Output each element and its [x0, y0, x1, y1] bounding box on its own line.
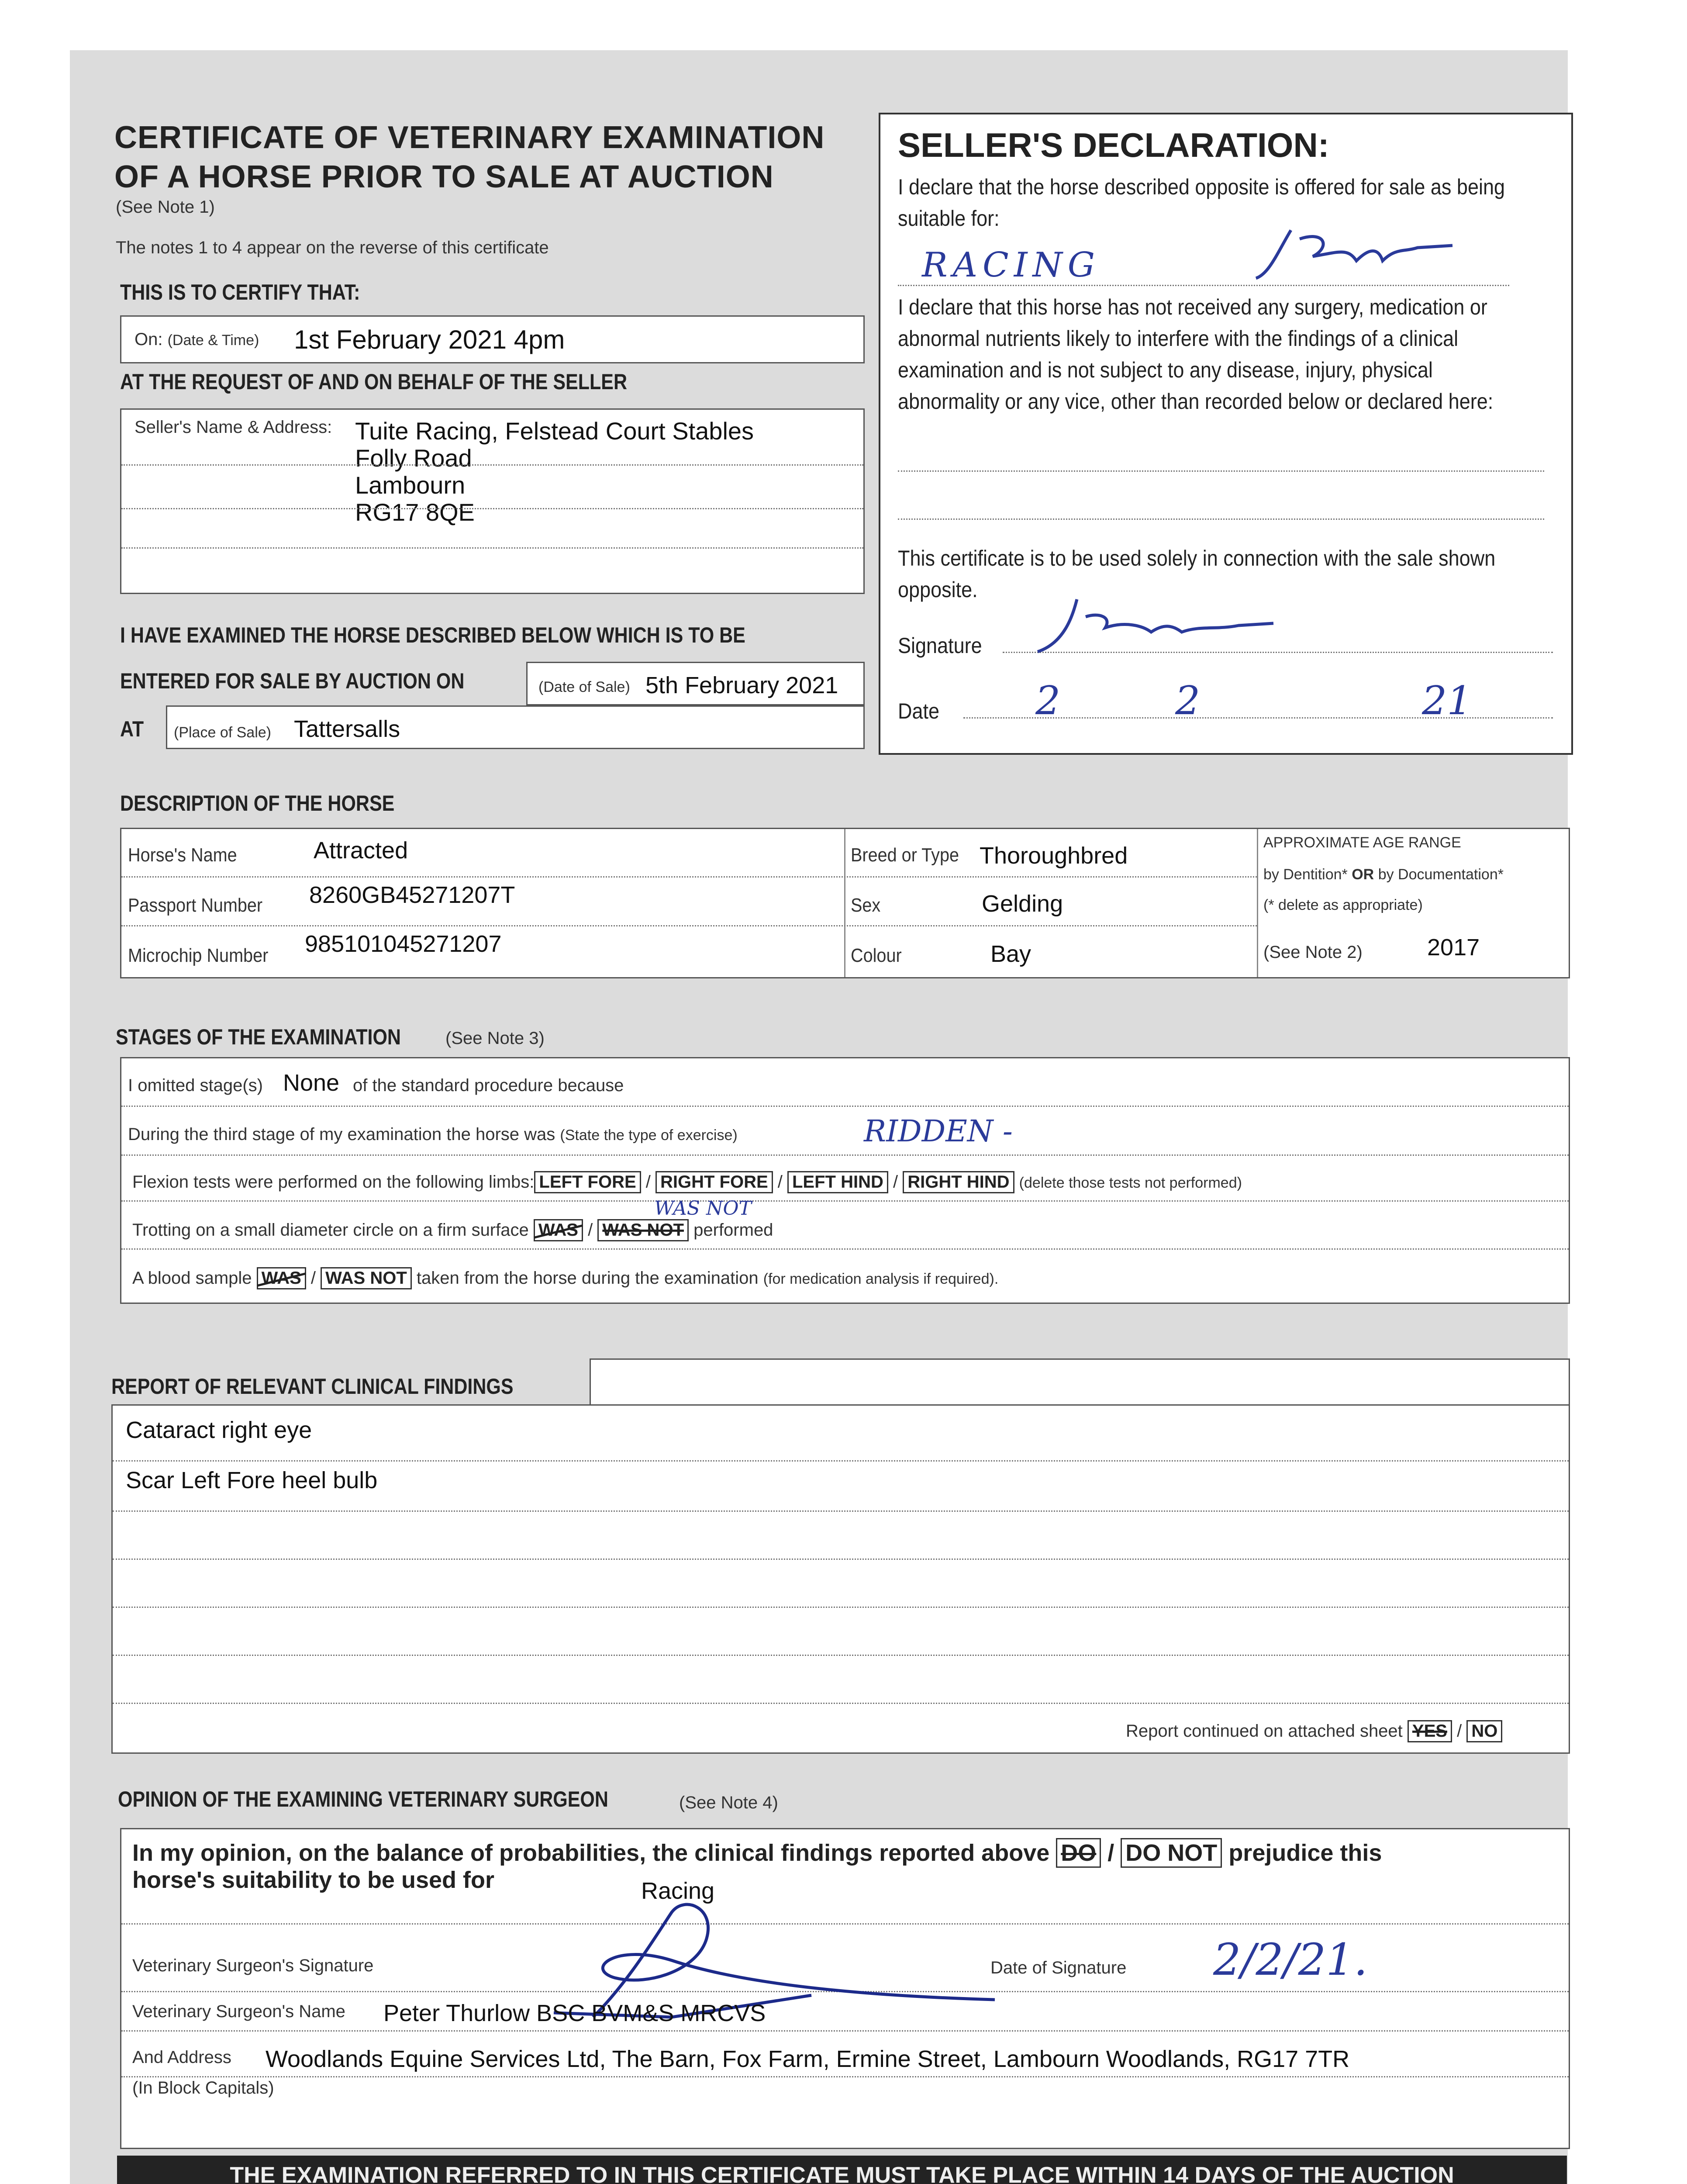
findings-box [111, 1404, 1570, 1754]
flexion-row: Flexion tests were performed on the following limbs: LEFT FORE / RIGHT FORE / LEFT HIND / RIGHT HIND (delete those tests not performed) [132, 1171, 1242, 1193]
examined-heading: I HAVE EXAMINED THE HORSE DESCRIBED BELOW WHICH IS TO BE [120, 623, 745, 647]
certificate-title [114, 118, 825, 197]
notes-reference: The notes 1 to 4 appear on the reverse of this certificate [116, 238, 549, 257]
declaration-date-year[interactable]: 21 [1422, 678, 1472, 724]
horse-name-label: Horse's Name [128, 844, 237, 866]
microchip-label: Microchip Number [128, 945, 269, 966]
colour-value[interactable]: Bay [990, 941, 1032, 967]
declaration-para-2: I declare that this horse has not received any surgery, medication or abnormal nutrients likely to interfere with the findings of a clinical examination and is not subject to any disease, injury, physical abnormality or any vice, other than recorded below or declared here: [898, 295, 1494, 414]
sex-value[interactable]: Gelding [982, 891, 1063, 917]
omitted-value[interactable]: None [283, 1070, 340, 1096]
omitted-prefix: I omitted stage(s) [128, 1076, 263, 1095]
findings-header-box [590, 1358, 1570, 1406]
sale-date-value[interactable]: 5th February 2021 [645, 672, 838, 698]
passport-value[interactable]: 8260GB45271207T [309, 882, 515, 908]
do-option[interactable]: DO [1056, 1838, 1101, 1868]
stages-see-note: (See Note 3) [445, 1029, 545, 1048]
opinion-statement: In my opinion, on the balance of probabilities, the clinical findings reported above DO / DO NOT prejudice this [132, 1838, 1382, 1868]
at-label: AT [120, 717, 144, 741]
limb-left-hind[interactable]: LEFT HIND [787, 1171, 888, 1193]
block-capitals-label: (In Block Capitals) [132, 2078, 274, 2098]
opinion-statement-2: horse's suitability to be used for [132, 1867, 494, 1893]
breed-label: Breed or Type [851, 844, 959, 866]
sex-label: Sex [851, 895, 881, 916]
date-of-signature-value[interactable]: 2/2/21. [1213, 1934, 1368, 1985]
sale-place-box [166, 705, 865, 749]
exam-date-value[interactable]: 1st February 2021 4pm [294, 325, 565, 354]
trot-was-not-option[interactable]: WAS NOT [597, 1219, 689, 1241]
limb-left-fore[interactable]: LEFT FORE [534, 1171, 641, 1193]
suitable-for-value[interactable]: RACING [922, 245, 1101, 285]
continued-yes-option[interactable]: YES [1408, 1720, 1452, 1742]
finding-line-1[interactable]: Cataract right eye [126, 1417, 312, 1443]
blood-was-not-option[interactable]: WAS NOT [321, 1267, 412, 1289]
vet-name-value[interactable]: Peter Thurlow BSC BVM&S MRCVS [383, 2000, 766, 2026]
do-not-option[interactable]: DO NOT [1121, 1838, 1222, 1868]
third-stage-text: During the third stage of my examination the horse was (State the type of exercise) [128, 1125, 738, 1144]
title-line-2: OF A HORSE PRIOR TO SALE AT AUCTION [114, 159, 774, 194]
request-heading: AT THE REQUEST OF AND ON BEHALF OF THE SELLER [120, 370, 627, 394]
finding-line-2[interactable]: Scar Left Fore heel bulb [126, 1467, 378, 1493]
sale-place-value[interactable]: Tattersalls [294, 716, 400, 742]
opinion-heading: OPINION OF THE EXAMINING VETERINARY SURGEON [118, 1787, 608, 1811]
age-heading: APPROXIMATE AGE RANGE [1263, 834, 1461, 851]
horse-heading: DESCRIPTION OF THE HORSE [120, 791, 395, 816]
date-of-signature-label: Date of Signature [990, 1958, 1127, 1977]
horse-name-value[interactable]: Attracted [314, 837, 408, 864]
vet-name-label: Veterinary Surgeon's Name [132, 2002, 345, 2021]
address-label: And Address [132, 2048, 231, 2067]
used-for-value[interactable]: Racing [641, 1878, 715, 1904]
age-options: by Dentition* OR by Documentation* [1263, 866, 1504, 883]
on-label: On: (Date & Time) [135, 330, 259, 349]
trot-handwritten: WAS NOT [654, 1197, 752, 1220]
colour-label: Colour [851, 945, 902, 966]
sale-date-box [526, 662, 865, 705]
third-stage-value[interactable]: RIDDEN - [864, 1114, 1013, 1149]
seller-declaration-box [879, 113, 1573, 755]
limb-right-fore[interactable]: RIGHT FORE [655, 1171, 773, 1193]
date-label: Date [898, 699, 940, 723]
passport-label: Passport Number [128, 895, 263, 916]
declaration-date-month[interactable]: 2 [1175, 678, 1201, 724]
entered-heading: ENTERED FOR SALE BY AUCTION ON [120, 669, 465, 693]
stages-heading: STAGES OF THE EXAMINATION [116, 1025, 401, 1049]
seller-signature [1011, 591, 1343, 660]
opinion-box [120, 1828, 1570, 2149]
title-line-1: CERTIFICATE OF VETERINARY EXAMINATION [114, 120, 825, 155]
sale-place-label: (Place of Sale) [174, 724, 271, 741]
microchip-value[interactable]: 985101045271207 [305, 931, 502, 957]
blood-was-option[interactable]: WAS [257, 1267, 306, 1289]
seller-label: Seller's Name & Address: [135, 418, 332, 437]
exam-date-box [120, 315, 865, 363]
certify-heading: THIS IS TO CERTIFY THAT: [120, 280, 360, 304]
blood-row: A blood sample WAS / WAS NOT taken from the horse during the examination (for medication analysis if required). [132, 1267, 998, 1289]
sale-date-label: (Date of Sale) [538, 679, 630, 695]
report-continued-row: Report continued on attached sheet YES / NO [1126, 1720, 1502, 1742]
age-delete-note: (* delete as appropriate) [1263, 897, 1423, 913]
trot-was-option[interactable]: WAS [534, 1219, 583, 1241]
signature-label: Signature [898, 633, 982, 658]
breed-value[interactable]: Thoroughbred [980, 843, 1128, 869]
trotting-row: Trotting on a small diameter circle on a firm surface WAS / WAS NOT performed [132, 1219, 773, 1241]
footer-banner: THE EXAMINATION REFERRED TO IN THIS CERTIFICATE MUST TAKE PLACE WITHIN 14 DAYS OF THE AUCTION [117, 2156, 1567, 2184]
age-see-note: (See Note 2) [1263, 943, 1363, 962]
stages-box [120, 1057, 1570, 1304]
age-value[interactable]: 2017 [1427, 934, 1480, 961]
declaration-date-day[interactable]: 2 [1035, 678, 1061, 724]
see-note-1: (See Note 1) [116, 197, 215, 217]
vet-signature-label: Veterinary Surgeon's Signature [132, 1956, 374, 1975]
address-value[interactable]: Woodlands Equine Services Ltd, The Barn, Fox Farm, Ermine Street, Lambourn Woodlands, RG17 7TR [266, 2046, 1350, 2072]
declaration-title: SELLER'S DECLARATION: [898, 126, 1329, 164]
declaration-initials-scribble [1252, 221, 1496, 287]
declaration-para-3: This certificate is to be used solely in connection with the sale shown opposite. [898, 546, 1496, 602]
seller-address[interactable]: Tuite Racing, Felstead Court Stables Folly Road Lambourn RG17 8QE [355, 417, 754, 526]
continued-no-option[interactable]: NO [1466, 1720, 1502, 1742]
omitted-suffix: of the standard procedure because [353, 1076, 624, 1095]
limb-right-hind[interactable]: RIGHT HIND [903, 1171, 1014, 1193]
findings-heading: REPORT OF RELEVANT CLINICAL FINDINGS [111, 1374, 514, 1399]
seller-box [120, 408, 865, 594]
declaration-para-1: I declare that the horse described opposite is offered for sale as being suitable for: [898, 175, 1505, 231]
opinion-see-note: (See Note 4) [679, 1793, 778, 1812]
horse-description-table [120, 828, 1570, 978]
